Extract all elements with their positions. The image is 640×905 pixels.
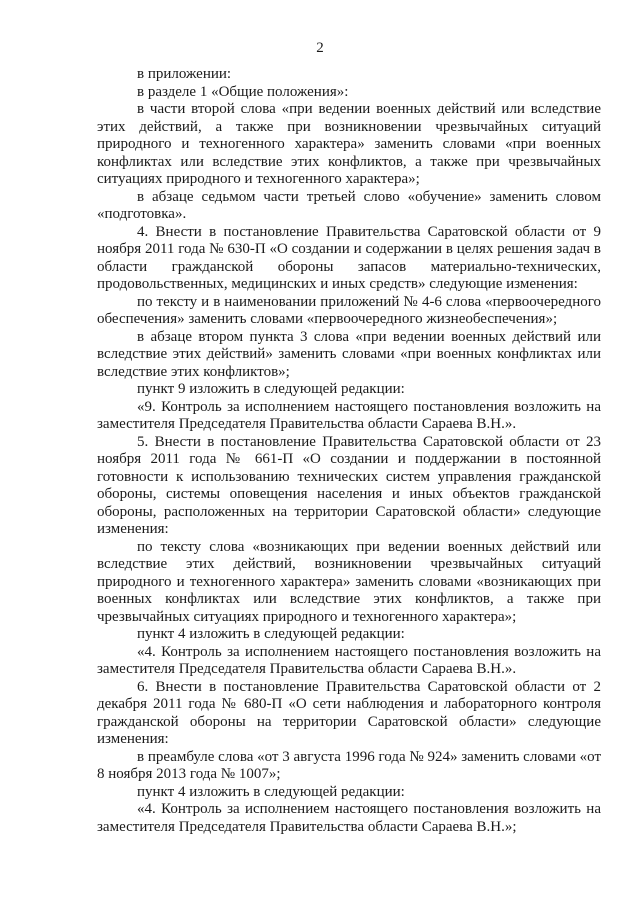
paragraph: «9. Контроль за исполнением настоящего постановления возложить на заместителя Председателя Правительства области Сараева В.Н.». xyxy=(97,398,601,432)
paragraph: в абзаце втором пункта 3 слова «при ведении военных действий или вследствие этих действий» заменить словами «при военных конфликтах или вследствие этих конфликтов»; xyxy=(97,328,601,380)
page-number: 2 xyxy=(316,40,324,56)
paragraph: в абзаце седьмом части третьей слово «обучение» заменить словом «подготовка». xyxy=(97,188,601,222)
paragraph: в части второй слова «при ведении военных действий или вследствие этих действий, а также при возникновении чрезвычайных ситуаций природного и техногенного характера» заменить словами «при военных конфликтах или вследствие этих конфликтов, а также при чрезвычайных ситуациях природного и техногенного характера»; xyxy=(97,101,601,187)
paragraph: пункт 4 изложить в следующей редакции: xyxy=(137,626,405,642)
paragraph: 6. Внести в постановление Правительства Саратовской области от 2 декабря 2011 года № 680-П «О сети наблюдения и лабораторного контроля гражданской обороны на территории Саратовской области» следующие изменения: xyxy=(97,678,601,747)
paragraph: в приложении: xyxy=(137,66,232,82)
paragraph: по тексту и в наименовании приложений № 4-6 слова «первоочередного обеспечения» заменить словами «первоочередного жизнеобеспечения»; xyxy=(97,293,601,327)
paragraph: 5. Внести в постановление Правительства Саратовской области от 23 ноября 2011 года № 661-П «О создании и поддержании в постоянной готовности к использованию технических систем управления гражданской обороны, системы оповещения населения и иных объектов гражданской обороны, расположенных на территории Саратовской области» следующие изменения: xyxy=(97,433,601,537)
paragraph: в разделе 1 «Общие положения»: xyxy=(137,83,349,100)
paragraph: «4. Контроль за исполнением настоящего постановления возложить на заместителя Председателя Правительства области Сараева В.Н.»; xyxy=(97,801,601,835)
paragraph: в преамбуле слова «от 3 августа 1996 года № 924» заменить словами «от 8 ноября 2013 года № 1007»; xyxy=(97,748,601,782)
paragraph: «4. Контроль за исполнением настоящего постановления возложить на заместителя Председателя Правительства области Сараева В.Н.». xyxy=(97,643,601,677)
paragraph: 4. Внести в постановление Правительства Саратовской области от 9 ноября 2011 года № 630-П «О создании и содержании в целях решения задач в области гражданской обороны запасов материально-технических, продовольственных, медицинских и иных средств» следующие изменения: xyxy=(97,223,601,292)
paragraph: по тексту слова «возникающих при ведении военных действий или вследствие этих действий, возникновении чрезвычайных ситуаций природного и техногенного характера» заменить словами «возникающих при военных конфликтах или вследствие этих конфликтов, а также при чрезвычайных ситуациях природного и техногенного характера»; xyxy=(97,538,601,625)
document-body xyxy=(97,66,601,836)
paragraph: пункт 4 изложить в следующей редакции: xyxy=(137,783,405,800)
paragraph: пункт 9 изложить в следующей редакции: xyxy=(137,381,405,397)
